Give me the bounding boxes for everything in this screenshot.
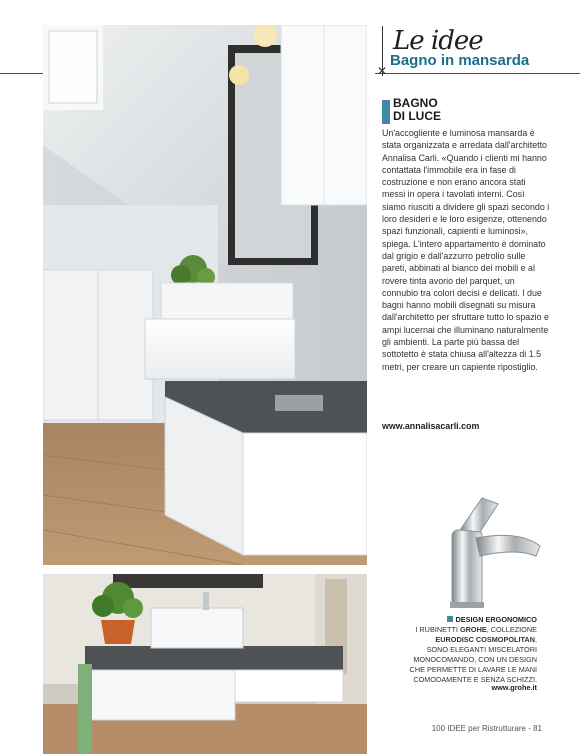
product-line-3: SONO ELEGANTI MISCELATORI — [426, 645, 537, 654]
grohe-faucet-image — [440, 490, 550, 610]
product-line-6: COMODAMENTE E SENZA SCHIZZI. — [413, 675, 537, 684]
product-line-5: CHE PERMETTE DI LAVARE LE MANI — [409, 665, 537, 674]
header-cross-mark: ✕ — [377, 64, 388, 78]
page-footer: 100 IDEE per Ristrutturare - 81 — [431, 724, 542, 733]
product-line-1: I RUBINETTI GROHE, COLLEZIONE — [415, 625, 537, 634]
article-body: Un'accogliente e luminosa mansarda è stata organizzata e arredata dall'architetto Annalisa Carli. «Quando i clienti mi hanno contattata l'immobile era in fase di costruzione e non erano ancora stati messi in opera i tavolati interni. Così siamo riusciti a dividere gli spazi secondo i loro desideri e le loro esigenze, ottenendo spazi funzionali, capienti e luminosi», spiega. L'intero appartamento è dominato dal grigio e dall'azzurro petrolio sulle pareti, abbinati al bianco dei mobili e al rovere tinta avorio del parquet, un connubio tra colori decisi e delicati. I due bagni hanno mobili disegnati su misura dall'architetto per sfruttare tutto lo spazio e ampi lucernai che illuminano naturalmente gli ambienti. La parte più bassa del sottotetto è stata chiusa all'altezza di 1.5 metri, per creare un capiente ripostiglio. — [382, 128, 550, 372]
product-description — [297, 625, 537, 685]
product-heading-text: DESIGN ERGONOMICO — [455, 615, 537, 624]
article-title-line2: DI LUCE — [393, 109, 441, 123]
product-line-4: MONOCOMANDO, CON UN DESIGN — [413, 655, 537, 664]
product-heading — [297, 615, 537, 625]
architect-website-link[interactable]: www.annalisacarli.com — [382, 421, 480, 431]
article-title — [393, 97, 441, 123]
main-bathroom-photo — [43, 25, 367, 565]
magazine-section-brand: Le idee — [393, 26, 483, 56]
section-subtitle: Bagno in mansarda — [390, 52, 530, 69]
header-rule-left — [0, 73, 43, 74]
product-accent-square — [447, 616, 453, 622]
header-rule-right — [375, 73, 580, 74]
section-accent-bar — [382, 100, 390, 124]
product-line-2: EURODISC COSMOPOLITAN, — [435, 635, 537, 644]
grohe-website-link[interactable]: www.grohe.it — [491, 683, 537, 692]
article-title-line1: BAGNO — [393, 96, 438, 110]
